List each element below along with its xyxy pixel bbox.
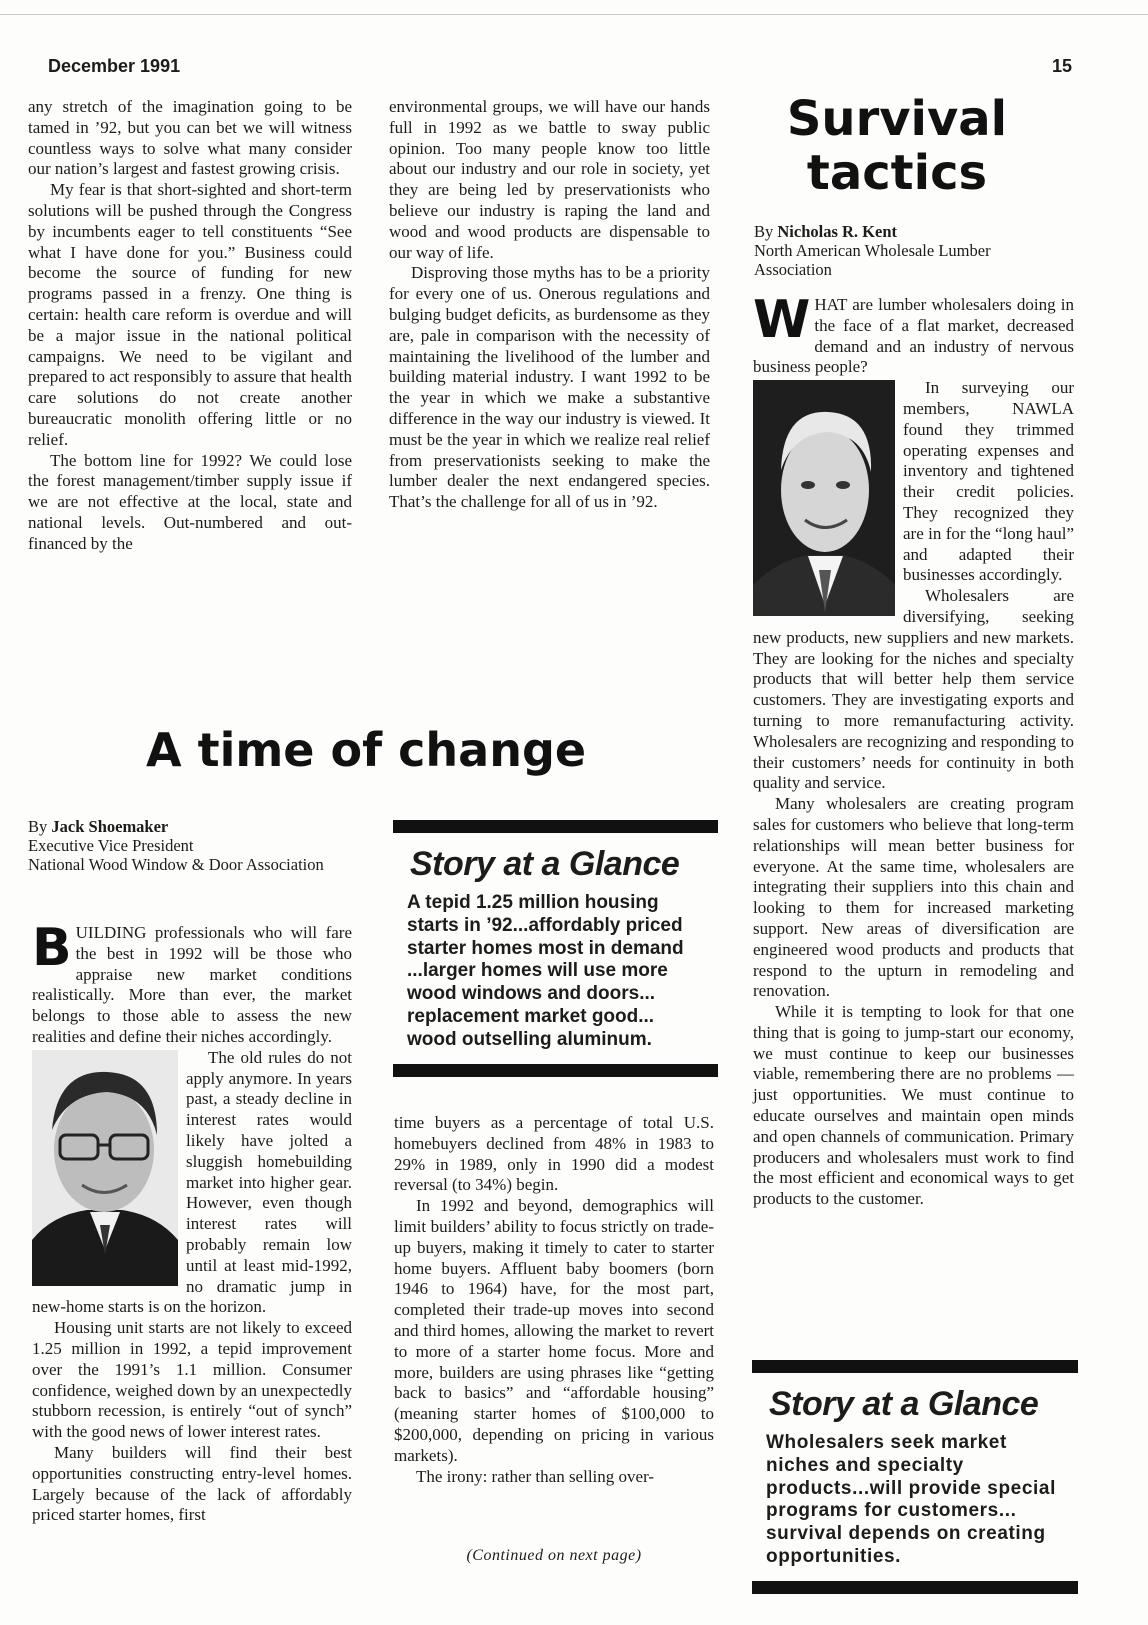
paragraph: The irony: rather than selling over- [416, 1466, 655, 1486]
glance-title: Story at a Glance [410, 845, 680, 883]
portrait-illustration [753, 380, 895, 616]
paragraph: In 1992 and beyond, demographics will limit builders’ ability to focus strictly on trade-up buyers, making it timely to cater to starter home buyers. Affluent baby boomers (born 1946 to 1964) have, for the most part, completed their trade-up moves into second and third homes, allowing the market to revert to more of a starter home focus. More and more, builders are using phrases like “getting back to basics” and “affordable housing” (meaning starter homes of $100,000 to $200,000, depending on pricing in various markets). [394, 1196, 714, 1465]
paragraph: The bottom line for 1992? We could lose the forest management/timber supply issue if we are not effective at the local, state and national levels. Out-numbered and out-financed by the [28, 450, 352, 553]
paragraph: The old rules do not apply anymore. In years past, a steady decline in interest rates would likely have jolted a sluggish homebuilding market into higher gear. However, even though interest rates will probably remain low until at least mid-1992, no dramatic jump in new-home starts is on the horizon. [32, 1047, 352, 1317]
portrait-illustration [32, 1050, 178, 1286]
author-name: Nicholas R. Kent [777, 222, 898, 241]
paragraph: environmental groups, we will have our hands full in 1992 as we battle to sway public opinion. Too many people know too little about our industry and our role in society, yet they are being led by preservationists who believe our industry is raping the land and wood and wood products are dispensable to our way of life. [389, 97, 710, 262]
author-org: North American Wholesale Lumber Association [754, 241, 991, 279]
paragraph: Many builders will find their best opportunities constructing entry-level homes. Largely because of the lack of affordably priced starter homes, first [32, 1442, 352, 1525]
paragraph: Disproving those myths has to be a priority for every one of us. Onerous regulations and bulging budget deficits, as burdensome as they are, pale in comparison with the necessity of maintaining the livelihood of the lumber and building material industry. I want 1992 to be the year in which we make a substantive difference in the way our industry is viewed. It must be the year in which we realize real relief from preservationists seeking to make the lumber dealer the next endangered species. That’s the challenge for all of us in ’92. [389, 263, 710, 512]
story-at-a-glance-box-2 [752, 1360, 1078, 1594]
drop-cap: B [32, 923, 72, 978]
author-photo-nicholas-kent [753, 380, 895, 616]
author-title: Executive Vice President [28, 836, 194, 855]
byline [28, 817, 328, 874]
drop-cap: W [753, 290, 811, 350]
article1-col2 [394, 1113, 714, 1487]
glance-bottom-bar [393, 1064, 718, 1077]
byline-prefix: By [754, 222, 774, 241]
prev-article-col1 [28, 97, 352, 555]
issue-date: December 1991 [48, 56, 181, 76]
paragraph: Many wholesalers are creating program sales for customers who believe that long-term relationships will mean better business for everyone. At the same time, wholesalers are integrating their suppliers into this chain and looking to them for increased marketing support. New areas of diversification are engineered wood products and products that respond to the upturn in remodeling and renovation. [753, 794, 1074, 1001]
page-top-edge [0, 0, 1148, 15]
paragraph: Housing unit starts are not likely to exceed 1.25 million in 1992, a tepid improvement over the 1991’s 1.1 million. Consumer confidence, weighed down by an unexpectedly stubborn recession, is entirely “out of synch” with the good news of lower interest rates. [32, 1318, 352, 1442]
author-name: Jack Shoemaker [51, 817, 169, 836]
glance-bottom-bar [752, 1581, 1078, 1594]
glance-top-bar [752, 1360, 1078, 1373]
story-at-a-glance-box [393, 820, 718, 1077]
page-number: 15 [1052, 56, 1073, 76]
continued-note: (Continued on next page) [466, 1547, 642, 1564]
byline-prefix: By [28, 817, 48, 836]
article2-byline [754, 222, 1044, 279]
glance-body: A tepid 1.25 million housing starts in ’92...affordably priced starter homes most in demand ...larger homes will use more wood windows and doors... replacement market good... wood outselling aluminum. [407, 892, 684, 1050]
paragraph: any stretch of the imagination going to be tamed in ’92, but you can bet we will witness countless ways to solve what many consider our nation’s largest and fastest growing crisis. [28, 97, 352, 179]
prev-article-col2 [389, 97, 710, 513]
glance-body: Wholesalers seek market niches and specialty products...will provide special programs for customers... survival depends on creating opportunities. [766, 1432, 1056, 1567]
glance-top-bar [393, 820, 718, 833]
lead-paragraph: BUILDING professionals who will fare the best in 1992 will be those who appraise new market conditions realistically. More than ever, the market belongs to those able to assess the new realities and define their niches accordingly. [32, 923, 352, 1046]
article2-headline: Survival tactics [786, 91, 1008, 201]
paragraph: time buyers as a percentage of total U.S. homebuyers declined from 48% in 1983 to 29% in 1989, only in 1990 did a modest reversal (to 34%) begin. [394, 1113, 714, 1195]
article1-col1 [32, 923, 352, 1578]
author-org: National Wood Window & Door Association [28, 855, 324, 874]
lead-paragraph: WHAT are lumber wholesalers doing in the face of a flat market, decreased demand and an industry of nervous business people? [753, 290, 1074, 377]
paragraph: Wholesalers are diversifying, seeking new products, new suppliers and new markets. They are looking for the niches and specialty products that will better help them service customers. They are investigating exports and turning to more remanufacturing activity. Wholesalers are recognizing and responding to their customers’ needs for continuity in both quality and service. [753, 586, 1074, 793]
glance-title: Story at a Glance [769, 1385, 1039, 1423]
paragraph: While it is tempting to look for that one thing that is going to jump-start our economy, we must continue to keep our businesses viable, remembering there are no problems — just opportunities. We must continue to educate ourselves and maintain open minds and open channels of communication. Primary producers and wholesalers must work to find the most efficient and economical ways to get products to the customer. [753, 1002, 1074, 1209]
paragraph: In surveying our members, NAWLA found they trimmed operating expenses and inventory and tightened their credit policies. They recognized they are in for the “long haul” and adapted their businesses accordingly. [903, 378, 1074, 585]
article-headline: A time of change [146, 723, 587, 777]
paragraph: My fear is that short-sighted and short-term solutions will be pushed through the Congress by incumbents eager to tell constituents “See what I have done for you.” Business could become the source of funding for new programs passed in a frenzy. One thing is certain: health care reform is overdue and will be a major issue in the national political campaigns. We need to be vigilant and prepared to act responsibly to assure that health care solutions do not create another bureaucratic monolith offering little or no relief. [28, 180, 352, 449]
article2-col [753, 290, 1074, 1210]
author-photo-jack-shoemaker [32, 1050, 178, 1286]
